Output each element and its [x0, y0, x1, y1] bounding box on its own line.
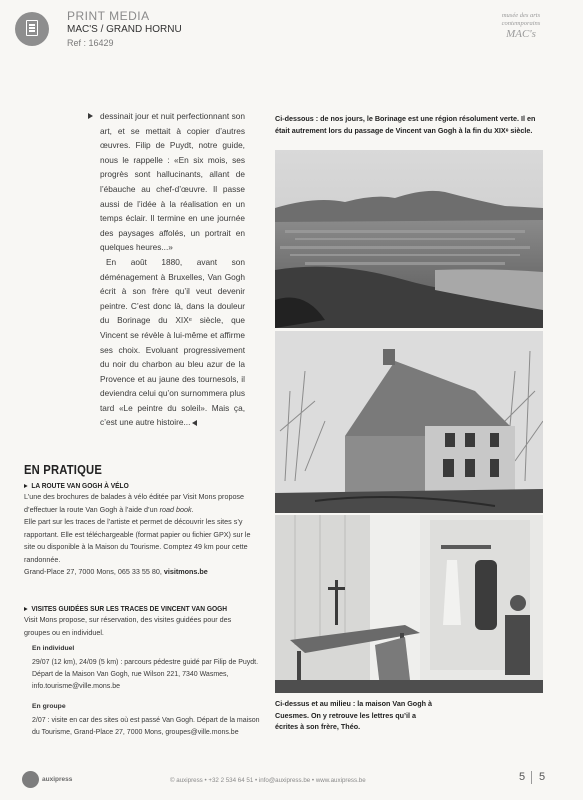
section-title-en-pratique: EN PRATIQUE	[24, 463, 103, 477]
bullet-triangle-icon	[24, 484, 28, 488]
footer-contact-info: © auxipress • +32 2 534 64 51 • info@auxipress.be • www.auxipress.be	[170, 777, 366, 784]
caption-top: Ci-dessous : de nos jours, le Borinage est une région résolument verte. Il en était autrement lors du passage de Vincent van Gogh à la fin du XIXᵉ siècle.	[275, 114, 536, 135]
page-total: 5	[539, 771, 546, 783]
article-body	[100, 109, 245, 430]
route-description: L’une des brochures de balades à vélo éditée par Visit Mons propose d’effectuer la route Van Gogh à l’aide d’un road book. Elle part sur les traces de l’artiste et permet de découvrir les sites s’y rapportant. Elle est téléchargeable (format papier ou fichier GPX) sur le site ou disponible à la Maison du Tourisme. Comptez 49 km pour cette randonnée. Grand-Place 27, 7000 Mons, 065 33 55 80, visitmons.be	[24, 492, 251, 576]
subsection-route-title: LA ROUTE VAN GOGH À VÉLO	[24, 481, 129, 490]
photo-van-gogh-house	[275, 331, 543, 513]
auxipress-logo-icon	[22, 771, 39, 788]
museum-logo	[481, 12, 561, 40]
group-details: 2/07 : visite en car des sites où est passé Van Gogh. Départ de la maison du Tourisme, Grand-Place 27, 7000 Mons, groupes@ville.mons.be	[32, 717, 260, 737]
individual-label: En individuel	[32, 645, 75, 652]
museum-logo-text: MAC's	[506, 28, 536, 40]
group-label: En groupe	[32, 703, 66, 710]
visitmons-link[interactable]: visitmons.be	[163, 567, 208, 576]
individual-details: 29/07 (12 km), 24/09 (5 km) : parcours pédestre guidé par Filip de Puydt. Départ de la Maison Van Gogh, rue Wilson 221, 7340 Wasmes, info.tourisme@ville.mons.be	[32, 659, 259, 691]
header-category: PRINT MEDIA	[67, 9, 150, 23]
paragraph-start-marker	[88, 113, 93, 119]
visits-description: Visit Mons propose, sur réservation, des visites guidées pour des groupes ou en individuel.	[24, 615, 232, 637]
article-paragraph: dessinait jour et nuit perfectionnant son art, et se mettait à copier d’autres œuvres. Filip de Puydt, notre guide, nous le rappelle : «En six mois, ses progrès sont hallucinants, allant de l’ébauche au chef-d’œuvre. Il passe aussi de l’idée à la réalisation en un temps éclair. Il termine en une journée des paysages affolés, un portrait en quelques heures...»	[100, 111, 245, 253]
bullet-triangle-icon	[24, 607, 28, 611]
museum-line1: musée des arts	[501, 12, 541, 19]
header-reference: Ref : 16429	[67, 38, 114, 48]
document-icon	[15, 12, 49, 46]
museum-line2: contemporains	[501, 20, 541, 27]
photo-house-interior	[275, 515, 543, 693]
photo-borinage-landscape	[275, 150, 543, 328]
caption-bottom: Ci-dessus et au milieu : la maison Van Gogh à Cuesmes. On y retrouve les lettres qu’il a écrites à son frère, Théo.	[275, 699, 432, 731]
subsection-visits-title: VISITES GUIDÉES SUR LES TRACES DE VINCENT VAN GOGH	[24, 604, 227, 613]
footer-brand: auxipress	[42, 776, 73, 783]
page-number: 5	[519, 771, 526, 783]
header-publication: MAC'S / GRAND HORNU	[67, 24, 182, 35]
article-paragraph: En août 1880, avant son déménagement à Bruxelles, Van Gogh écrit à son frère qu’il veut devenir peintre. C’est donc là, dans la douleur du Borinage du XIXᵉ siècle, que Vincent se révèle à lui-même et affirme ses choix. Evoluant progressivement du noir du charbon au bleu azur de la Provence et au jaune des tournesols, il deviendra celui qu’on surnommera plus tard «Le peintre du soleil». Mais ça, c’est une autre histoire...	[100, 256, 245, 428]
page-separator	[531, 771, 532, 784]
end-marker	[192, 420, 197, 426]
